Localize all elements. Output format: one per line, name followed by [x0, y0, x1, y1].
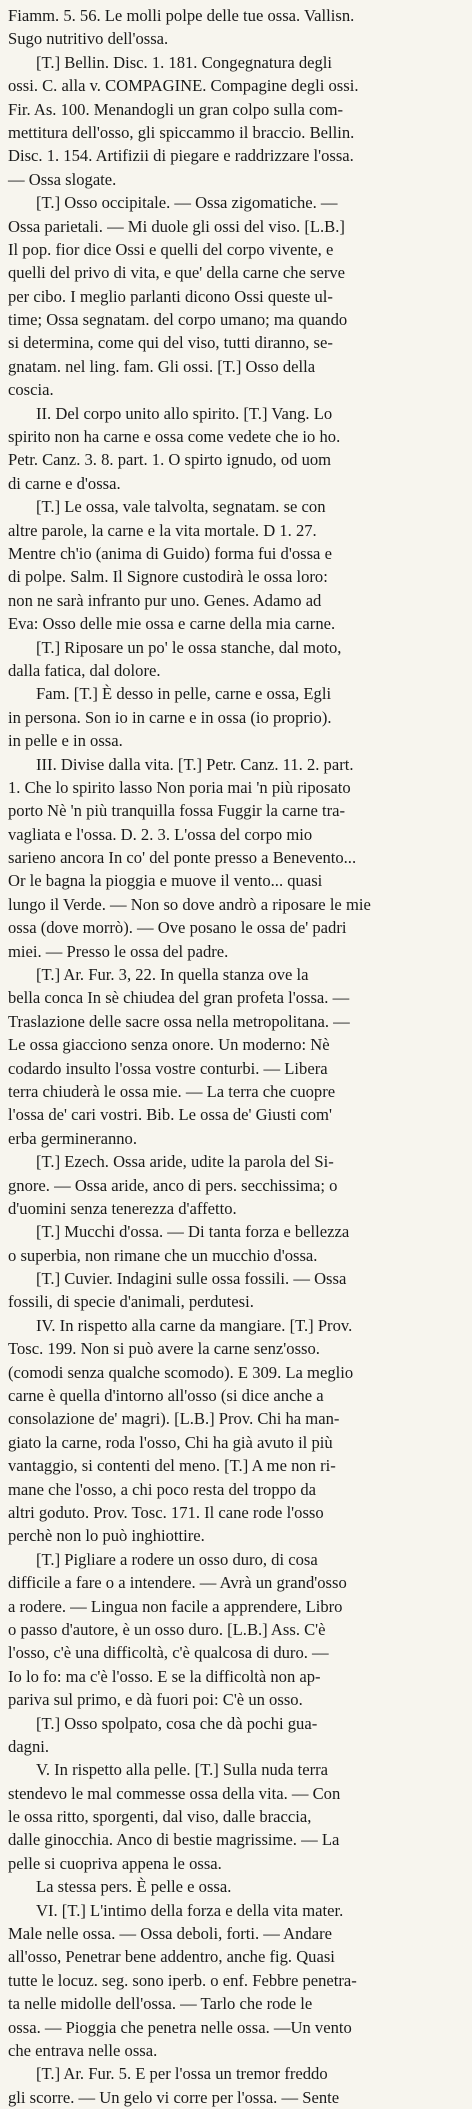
text-line: lungo il Verde. — Non so dove andrò a riposare le mie [8, 894, 371, 914]
text-line: dagni. [8, 1736, 50, 1756]
text-line: l'osso, c'è una difficoltà, c'è qualcosa di duro. — [8, 1643, 329, 1663]
text-line: III. Divise dalla vita. [T.] Petr. Canz. 11. 2. part. [36, 754, 354, 774]
text-line: La stessa pers. È pelle e ossa. [36, 1877, 232, 1897]
text-line: codardo insulto l'ossa vostre conturbi. — Libera [8, 1058, 328, 1078]
text-line: [T.] Osso occipitale. — Ossa zigomatiche. — [36, 193, 338, 213]
text-line: V. In rispetto alla pelle. [T.] Sulla nuda terra [36, 1760, 328, 1780]
text-line: [T.] Le ossa, vale talvolta, segnatam. se con [36, 497, 326, 517]
text-line: o passo d'autore, è un osso duro. [L.B.] Ass. C'è [8, 1619, 326, 1639]
text-line: vantaggio, si contenti del meno. [T.] A me non ri- [8, 1456, 336, 1476]
text-line: fossili, di specie d'animali, perdutesi. [8, 1292, 254, 1312]
text-line: Fam. [T.] È desso in pelle, carne e ossa, Egli [36, 684, 332, 704]
text-line: Il pop. fior dice Ossi e quelli del corpo vivente, e [8, 239, 334, 259]
text-line: vagliata e l'ossa. D. 2. 3. L'ossa del corpo mio [8, 824, 313, 844]
text-line: difficile a fare o a intendere. — Avrà un grand'osso [8, 1573, 347, 1593]
text-line: spirito non ha carne e ossa come vedete che io ho. [8, 427, 341, 447]
text-line: ossa (dove morrò). — Ove posano le ossa de' padri [8, 918, 347, 938]
text-line: bella conca In sè chiudea del gran profeta l'ossa. — [8, 988, 350, 1008]
text-line: Mentre ch'io (anima di Guido) forma fui d'ossa e [8, 543, 332, 563]
text-line: sarieno ancora In co' del ponte presso a Benevento... [8, 848, 357, 868]
text-line: Tosc. 199. Non si può avere la carne senz'osso. [8, 1339, 320, 1359]
text-line: Petr. Canz. 3. 8. part. 1. O spirto ignudo, od uom [8, 450, 332, 470]
text-line: (comodi senza qualche scomodo). E 309. La meglio [8, 1362, 354, 1382]
text-line: terra chiuderà le ossa mie. — La terra che cuopre [8, 1081, 336, 1101]
text-line: ta nelle midolle dell'ossa. — Tarlo che rode le [8, 1994, 313, 2014]
text-line: [T.] Bellin. Disc. 1. 181. Congegnatura degli [36, 52, 333, 72]
text-line: dalle ginocchia. Anco di bestie magrissime. — La [8, 1830, 340, 1850]
text-line: si determina, come qui del viso, tutti diranno, se- [8, 333, 333, 353]
text-line: per cibo. I meglio parlanti dicono Ossi queste ul- [8, 286, 333, 306]
text-line: Disc. 1. 154. Artifizii di piegare e raddrizzare l'ossa. [8, 146, 354, 166]
text-line: Le ossa giacciono senza onore. Un moderno: Nè [8, 1035, 330, 1055]
text-line: pelle si cuopriva appena le ossa. [8, 1853, 222, 1873]
text-line: [T.] Ar. Fur. 5. E per l'ossa un tremor freddo [36, 2064, 328, 2084]
text-line: altre parole, la carne e la vita mortale. D 1. 27. [8, 520, 317, 540]
text-line: Eva: Osso delle mie ossa e carne della mia carne. [8, 614, 336, 634]
text-line: dalla fatica, dal dolore. [8, 660, 161, 680]
text-line: le ossa ritto, sporgenti, dal viso, dalle braccia, [8, 1807, 312, 1827]
text-line: ossi. C. alla v. COMPAGINE. Compagine degli ossi. [8, 76, 359, 96]
text-line: [T.] Cuvier. Indagini sulle ossa fossili. — Ossa [36, 1269, 347, 1289]
text-line: carne è quella d'intorno all'osso (si dice anche a [8, 1386, 324, 1406]
text-line: o superbia, non rimane che un mucchio d'ossa. [8, 1245, 318, 1265]
text-line: giato la carne, roda l'osso, Chi ha già avuto il più [8, 1432, 333, 1452]
text-line: mettitura dell'osso, gli spiccammo il braccio. Bellin. [8, 122, 355, 142]
text-line: perchè non lo può inghiottire. [8, 1526, 205, 1546]
text-line: Fir. As. 100. Menandogli un gran colpo sulla com- [8, 99, 344, 119]
text-line: di polpe. Salm. Il Signore custodirà le ossa loro: [8, 567, 328, 587]
text-line: [T.] Pigliare a rodere un osso duro, di cosa [36, 1549, 318, 1569]
text-line: Fiamm. 5. 56. Le molli polpe delle tue ossa. Vallisn. [8, 6, 355, 25]
text-line: Male nelle ossa. — Ossa deboli, forti. — Andare [8, 1924, 332, 1944]
text-line: in persona. Son io in carne e in ossa (io proprio). [8, 707, 332, 727]
text-line: time; Ossa segnatam. del corpo umano; ma quando [8, 310, 348, 330]
text-line: Io lo fo: ma c'è l'osso. E se la difficoltà non ap- [8, 1666, 321, 1686]
text-line: ossa. — Pioggia che penetra nelle ossa. —Un vento [8, 2017, 352, 2037]
text-line: pariva sul primo, e dà fuori poi: C'è un osso. [8, 1690, 303, 1710]
text-line: [T.] Mucchi d'ossa. — Di tanta forza e bellezza [36, 1222, 350, 1242]
text-line: all'osso, Penetrar bene addentro, anche fig. Quasi [8, 1947, 335, 1967]
text-line: [T.] Ezech. Ossa aride, udite la parola del Si- [36, 1152, 334, 1172]
text-line: VI. [T.] L'intimo della forza e della vita mater. [36, 1900, 344, 1920]
text-line: altri goduto. Prov. Tosc. 171. Il cane rode l'osso [8, 1503, 324, 1522]
text-line: tutte le locuz. seg. sono iperb. o enf. Febbre penetra- [8, 1970, 357, 1990]
text-line: di carne e d'ossa. [8, 473, 121, 493]
text-line: stendevo le mal commesse ossa della vita. — Con [8, 1783, 341, 1803]
text-line: [T.] Osso spolpato, cosa che dà pochi gua- [36, 1713, 318, 1733]
text-line: in pelle e in ossa. [8, 731, 123, 751]
text-line: erba germineranno. [8, 1128, 137, 1148]
text-line: — Ossa slogate. [8, 169, 117, 189]
text-line: [T.] Riposare un po' le ossa stanche, dal moto, [36, 637, 342, 657]
text-line: quelli del privo di vita, e que' della carne che serve [8, 263, 346, 283]
text-line: consolazione de' magri). [L.B.] Prov. Chi ha man- [8, 1409, 340, 1429]
text-line: miei. — Presso le ossa del padre. [8, 941, 229, 961]
text-line: Sugo nutritivo dell'ossa. [8, 29, 169, 49]
text-line: l'ossa de' cari vostri. Bib. Le ossa de' Giusti com' [8, 1105, 332, 1125]
text-line: gnatam. nel ling. fam. Gli ossi. [T.] Osso della [8, 356, 316, 376]
text-line: Or le bagna la pioggia e muove il vento... quasi [8, 871, 323, 891]
text-line: d'uomini senza tenerezza d'affetto. [8, 1198, 237, 1218]
text-line: Ossa parietali. — Mi duole gli ossi del viso. [L.B.] [8, 216, 345, 236]
text-line: II. Del corpo unito allo spirito. [T.] Vang. Lo [36, 403, 333, 423]
text-line: Traslazione delle sacre ossa nella metropolitana. — [8, 1011, 350, 1031]
text-line: non ne sarà infranto pur uno. Genes. Adamo ad [8, 590, 322, 610]
text-line: a rodere. — Lingua non facile a apprendere, Libro [8, 1596, 343, 1616]
text-line: 1. Che lo spirito lasso Non poria mai 'n più riposato [8, 777, 351, 797]
text-line: gli scorre. — Un gelo vi corre per l'ossa. — Sente [8, 2087, 340, 2107]
text-line: coscia. [8, 380, 54, 400]
text-line: che entrava nelle ossa. [8, 2040, 158, 2060]
text-line: porto Nè 'n più tranquilla fossa Fuggir la carne tra- [8, 801, 346, 821]
text-line: IV. In rispetto alla carne da mangiare. [T.] Prov. [36, 1315, 353, 1335]
text-line: gnore. — Ossa aride, anco di pers. secchissima; o [8, 1175, 338, 1195]
text-line: [T.] Ar. Fur. 3, 22. In quella stanza ove la [36, 965, 309, 985]
text-line: mane che l'osso, a chi poco resta del troppo da [8, 1479, 317, 1499]
